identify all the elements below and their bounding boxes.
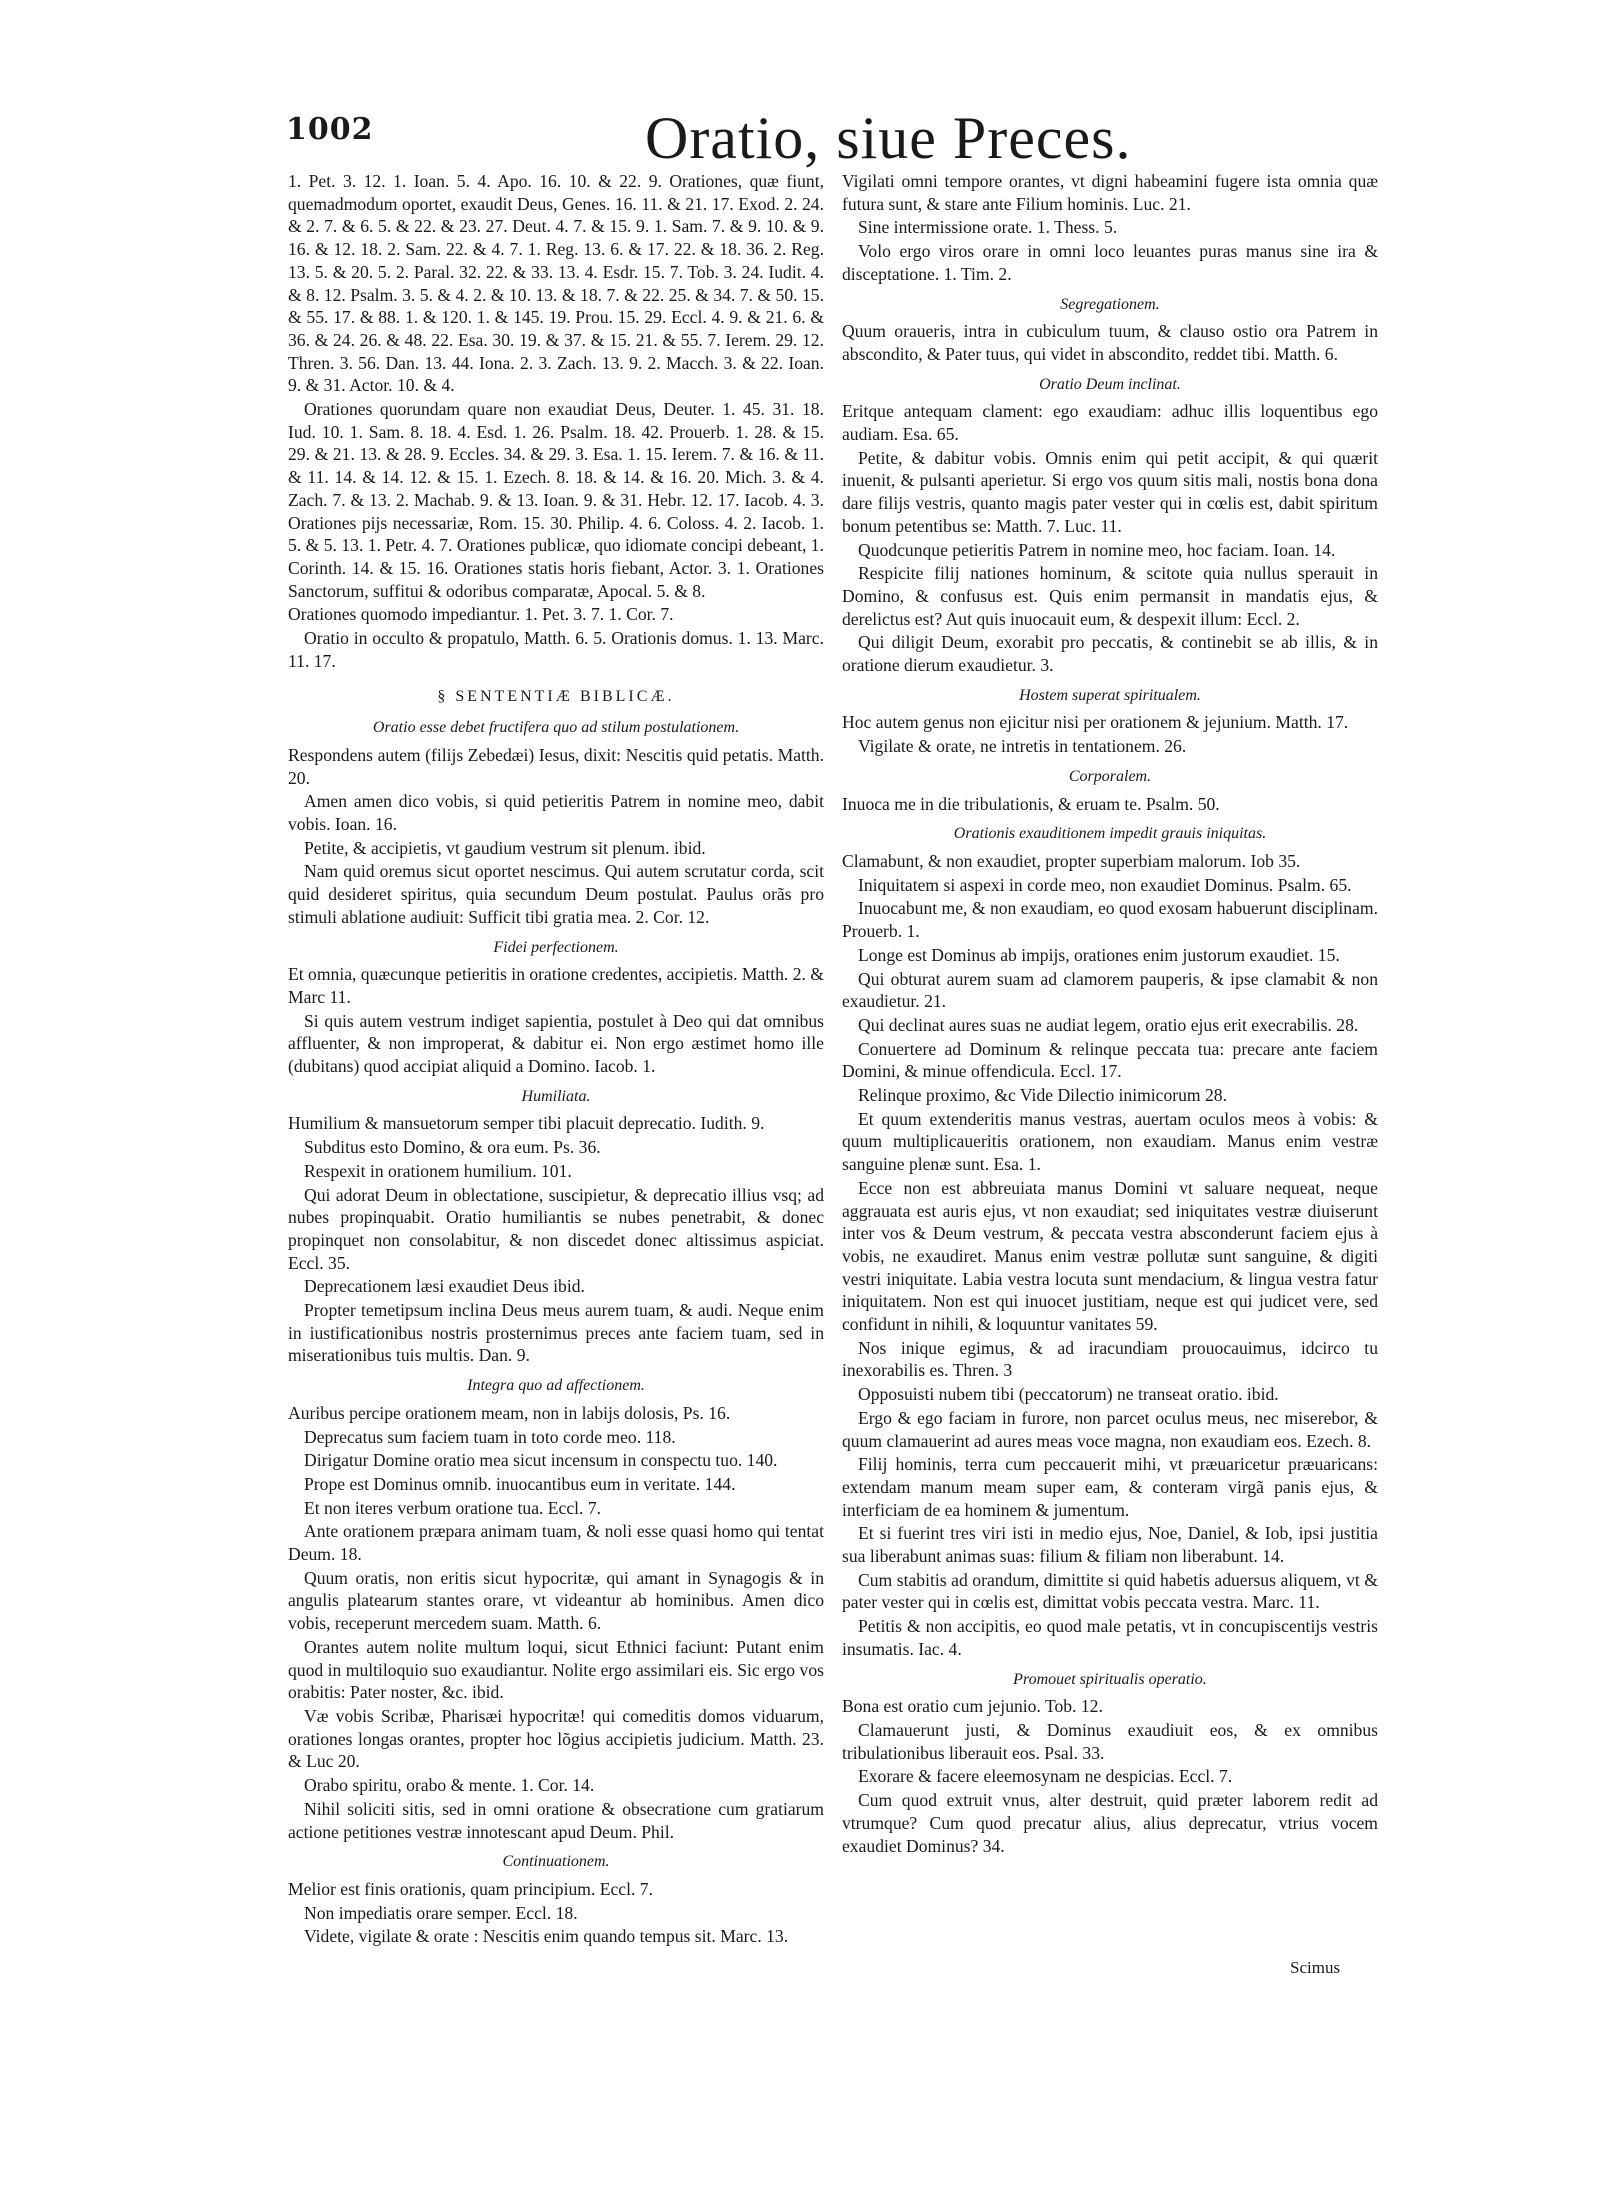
paragraph: Orantes autem nolite multum loqui, sicut Ethnici faciunt: Putant enim quod in multiloquio suo exaudiantur. Nolite ergo assimilari eis. Sic ergo vos orabitis: Pater noster, &c. ibid. <box>288 1636 824 1703</box>
section-heading: Continuationem. <box>502 1853 610 1871</box>
paragraph: Nam quid oremus sicut oportet nescimus. Qui autem scrutatur corda, scit quid desideret spiritus, quia secundum Deum postulat. Paulus orãs pro stimuli ablatione audiuit: Sufficit tibi gratia mea. 2. Cor. 12. <box>288 861 824 927</box>
paragraph: Melior est finis orationis, quam principium. Eccl. 7. <box>288 1878 654 1899</box>
section-heading: Humiliata. <box>521 1087 591 1105</box>
section-heading: Fidei perfectionem. <box>493 938 619 956</box>
paragraph: Respondens autem (filijs Zebedæi) Iesus, dixit: Nescitis quid petatis. Matth. 20. <box>288 744 824 788</box>
left-column <box>288 170 824 1949</box>
paragraph: Petitis & non accipitis, eo quod male petatis, vt in concupiscentijs vestris insumatis. Iac. 4. <box>842 1616 1378 1659</box>
paragraph: Prope est Dominus omnib. inuocantibus eum in veritate. 144. <box>304 1473 736 1494</box>
paragraph: Ecce non est abbreuiata manus Domini vt saluare nequeat, neque aggrauata est auris ejus, vt non exaudiat; sed iniquitates vestræ diuiserunt inter vos & Deum vestrum, & peccata vestra absconderunt faciem ejus à vobis, ne exaudiret. Manus enim vestræ pollutæ sunt sanguine, & digiti vestri iniquitate. Labia vestra locuta sunt mendacium, & lingua vestra fatur iniquitatem. Non est qui inuocet justitiam, neque est qui judicet vere, sed confidunt in nihili, & loquuntur vanitates 59. <box>842 1177 1378 1335</box>
paragraph: Qui diligit Deum, exorabit pro peccatis, & continebit se ab illis, & in oratione dierum exaudietur. 3. <box>842 632 1378 676</box>
paragraph: Opposuisti nubem tibi (peccatorum) ne transeat oratio. ibid. <box>858 1384 1279 1405</box>
paragraph: Orationes quorundam quare non exaudiat Deus, Deuter. 1. 45. 31. 18. Iud. 10. 1. Sam. 8. 18. 4. Esd. 1. 26. Psalm. 18. 42. Prouerb. 1. 28. & 15. 29. & 21. 13. & 28. 9. Eccles. 34. & 29. 3. Esa. 1. 15. Ierem. 7. & 16. & 11. & 11. 14. & 14. 12. & 15. 1. Ezech. 8. 18. & 14. & 16. 20. Mich. 3. & 4. Zach. 7. & 13. 2. Machab. 9. & 13. Ioan. 9. & 31. Hebr. 12. 17. Iacob. 4. 3. Orationes pijs necessariæ, Rom. 15. 30. Philip. 4. 6. Coloss. 4. 2. Iacob. 1. 5. & 5. 13. 1. Petr. 4. 7. Orationes publicæ, quo idiomate concipi debeant, 1. Corinth. 14. & 15. 16. Orationes statis horis fiebant, Actor. 3. 1. Orationes Sanctorum, suffitui & odoribus comparatæ, Apocal. 5. & 8. <box>288 399 824 601</box>
paragraph: Petite, & dabitur vobis. Omnis enim qui petit accipit, & qui quærit inuenit, & pulsanti aperietur. Si ergo vos quum sitis mali, nostis bona dona dare filijs vestris, quanto magis pater vester qui in cœlis est, dabit spiritum bonum petentibus se: Matth. 7. Luc. 11. <box>842 447 1378 536</box>
paragraph: Ante orationem præpara animam tuam, & noli esse quasi homo qui tentat Deum. 18. <box>288 1521 824 1565</box>
paragraph: Videte, vigilate & orate : Nescitis enim quando tempus sit. Marc. 13. <box>304 1926 789 1947</box>
paragraph: Deprecationem læsi exaudiet Deus ibid. <box>304 1276 585 1297</box>
section-heading: Promouet spiritualis operatio. <box>1013 1670 1207 1688</box>
paragraph: Volo ergo viros orare in omni loco leuantes puras manus sine ira & disceptatione. 1. Tim. 2. <box>842 241 1378 284</box>
paragraph: Amen amen dico vobis, si quid petieritis Patrem in nomine meo, dabit vobis. Ioan. 16. <box>288 791 824 834</box>
paragraph: Et non iteres verbum oratione tua. Eccl. 7. <box>304 1497 602 1518</box>
paragraph: Clamabunt, & non exaudiet, propter superbiam malorum. Iob 35. <box>842 850 1301 871</box>
paragraph: Dirigatur Domine oratio mea sicut incensum in conspectu tuo. 140. <box>304 1450 778 1471</box>
paragraph: Auribus percipe orationem meam, non in labijs dolosis, Ps. 16. <box>288 1402 731 1423</box>
paragraph: 1. Pet. 3. 12. 1. Ioan. 5. 4. Apo. 16. 10. & 22. 9. Orationes, quæ fiunt, quemadmodum oportet, exaudit Deus, Genes. 16. 11. & 21. 17. Exod. 2. 24. & 2. 7. & 6. 5. & 22. & 23. 27. Deut. 4. 7. & 15. 9. 1. Sam. 7. & 9. 10. & 9. 16. & 12. 18. 2. Sam. 22. & 4. 7. 1. Reg. 13. 6. & 17. 22. & 18. 36. 2. Reg. 13. 5. & 20. 5. 2. Paral. 32. 22. & 33. 13. 4. Esdr. 15. 7. Tob. 3. 24. Iudit. 4. & 8. 12. Psalm. 3. 5. & 4. 2. & 10. 13. & 18. 7. & 22. 25. & 34. 7. & 50. 15. & 55. 17. & 88. 1. & 120. 1. & 145. 19. Prou. 15. 29. Eccl. 4. 9. & 21. 6. & 36. & 24. 26. & 48. 22. Esa. 30. 19. & 37. & 15. 21. & 55. 7. Ierem. 29. 12. Thren. 3. 56. Dan. 13. 44. Iona. 2. 3. Zach. 13. 9. 2. Macch. 3. & 22. Ioan. 9. & 31. Actor. 10. & 4. <box>288 171 824 396</box>
paragraph: Eritque antequam clament: ego exaudiam: adhuc illis loquentibus ego audiam. Esa. 65. <box>842 401 1378 445</box>
section-heading: Corporalem. <box>1068 767 1152 785</box>
paragraph: Filij hominis, terra cum peccauerit mihi, vt præuaricetur præuaricans: extendam manum meam super eam, & conteram virgã panis ejus, & interficiam de ea hominem & jumentum. <box>842 1454 1378 1520</box>
paragraph: Nos inique egimus, & ad iracundiam prouocauimus, idcirco tu inexorabilis es. Thren. 3 <box>842 1337 1378 1381</box>
paragraph: Clamauerunt justi, & Dominus exaudiuit eos, & ex omnibus tribulationibus liberauit eos. Psal. 33. <box>842 1720 1378 1763</box>
paragraph: Cum quod extruit vnus, alter destruit, quid præter laborem redit ad vtrumque? Cum quod precatur alius, alius deprecatur, vtrius vocem exaudiet Dominus? 34. <box>842 1790 1378 1856</box>
paragraph: Deprecatus sum faciem tuam in toto corde meo. 118. <box>304 1426 676 1447</box>
section-heading: Segregationem. <box>1060 295 1160 313</box>
paragraph: Oratio in occulto & propatulo, Matth. 6. 5. Orationis domus. 1. 13. Marc. 11. 17. <box>288 628 824 671</box>
paragraph: Propter temetipsum inclina Deus meus aurem tuam, & audi. Neque enim in iustificationibus nostris prosternimus preces ante faciem tuam, sed in miserationibus tuis multis. Dan. 9. <box>288 1300 824 1366</box>
paragraph: Petite, & accipietis, vt gaudium vestrum sit plenum. ibid. <box>304 837 706 858</box>
section-heading: Integra quo ad affectionem. <box>467 1377 645 1395</box>
section-heading: Hostem superat spiritualem. <box>1019 686 1201 704</box>
paragraph: Et omnia, quæcunque petieritis in oratione credentes, accipietis. Matth. 2. & Marc 11. <box>288 964 824 1007</box>
paragraph: Quodcunque petieritis Patrem in nomine meo, hoc faciam. Ioan. 14. <box>858 539 1336 560</box>
paragraph: Respicite filij nationes hominum, & scitote quia nullus sperauit in Domino, & confusus est. Quis enim permansit in mandatis ejus, & derelictus est? Aut quis inuocauit eum, & despexit illum: Eccl. 2. <box>842 563 1378 629</box>
right-column <box>842 170 1378 1858</box>
paragraph: Conuertere ad Dominum & relinque peccata tua: precare ante faciem Domini, & minue offendicula. Eccl. 17. <box>842 1038 1378 1082</box>
catchword: Scimus <box>1290 1958 1341 1977</box>
paragraph: Qui declinat aures suas ne audiat legem, oratio ejus erit execrabilis. 28. <box>858 1014 1359 1035</box>
paragraph: Quum oratis, non eritis sicut hypocritæ, qui amant in Synagogis & in angulis platearum stantes orare, vt videantur ab hominibus. Amen dico vobis, receperunt mercedem suam. Matth. 6. <box>288 1567 824 1634</box>
section-title: § SENTENTIÆ BIBLICÆ. <box>437 688 675 706</box>
paragraph: Orabo spiritu, orabo & mente. 1. Cor. 14. <box>304 1775 595 1796</box>
paragraph: Si quis autem vestrum indiget sapientia, postulet à Deo qui dat omnibus affluenter, & non improperat, & dabitur ei. Non ergo æstimet homo ille (dubitans) quod accipiat aliquid a Domino. Iacob. 1. <box>288 1010 824 1077</box>
running-title: Oratio, siue Preces. <box>645 105 1132 171</box>
paragraph: Non impediatis orare semper. Eccl. 18. <box>304 1902 578 1923</box>
paragraph: Iniquitatem si aspexi in corde meo, non exaudiet Dominus. Psalm. 65. <box>858 874 1352 895</box>
paragraph: Vigilate & orate, ne intretis in tentationem. 26. <box>858 736 1187 757</box>
section-heading: Orationis exauditionem impedit grauis iniquitas. <box>953 825 1267 843</box>
paragraph: Qui obturat aurem suam ad clamorem pauperis, & ipse clamabit & non exaudietur. 21. <box>842 968 1378 1012</box>
section-heading: Oratio esse debet fructifera quo ad stilum postulationem. <box>372 719 740 737</box>
paragraph: Ergo & ego faciam in furore, non parcet oculus meus, nec miserebor, & quum clamauerint ad aures meas voce magna, non exaudiam eos. Ezech. 8. <box>842 1407 1378 1451</box>
page-number: 1002 <box>286 112 374 147</box>
paragraph: Hoc autem genus non ejicitur nisi per orationem & jejunium. Matth. 17. <box>842 712 1349 733</box>
paragraph: Subditus esto Domino, & ora eum. Ps. 36. <box>304 1137 601 1158</box>
paragraph: Væ vobis Scribæ, Pharisæi hypocritæ! qui comeditis domos viduarum, orationes longas orantes, propter hoc lõgius accipietis judicium. Matth. 23. & Luc 20. <box>288 1706 824 1772</box>
paragraph: Longe est Dominus ab impijs, orationes enim justorum exaudiet. 15. <box>858 944 1340 965</box>
paragraph: Orationes quomodo impediantur. 1. Pet. 3. 7. 1. Cor. 7. <box>288 604 674 625</box>
paragraph: Et si fuerint tres viri isti in medio ejus, Noe, Daniel, & Iob, ipsi justitia sua liberabunt animas suas: filium & filiam non liberabunt. 14. <box>842 1523 1378 1567</box>
paragraph: Nihil soliciti sitis, sed in omni oratione & obsecratione cum gratiarum actione petitiones vestræ innotescant apud Deum. Phil. <box>288 1798 824 1842</box>
paragraph: Vigilati omni tempore orantes, vt digni habeamini fugere ista omnia quæ futura sunt, & stare ante Filium hominis. Luc. 21. <box>842 171 1378 214</box>
paragraph: Inuoca me in die tribulationis, & eruam te. Psalm. 50. <box>842 793 1220 814</box>
paragraph: Inuocabunt me, & non exaudiam, eo quod exosam habuerunt disciplinam. Prouerb. 1. <box>842 898 1378 942</box>
section-heading: Oratio Deum inclinat. <box>1039 375 1181 393</box>
paragraph: Exorare & facere eleemosynam ne despicias. Eccl. 7. <box>858 1766 1233 1787</box>
paragraph: Qui adorat Deum in oblectatione, suscipietur, & deprecatio illius vsq; ad nubes propinquabit. Oratio humiliantis se nubes penetrabit, & donec propinquet non consolabitur, & non discedet donec altissimus aspiciat. Eccl. 35. <box>288 1184 824 1273</box>
paragraph: Humilium & mansuetorum semper tibi placuit deprecatio. Iudith. 9. <box>288 1113 765 1134</box>
paragraph: Sine intermissione orate. 1. Thess. 5. <box>858 217 1118 238</box>
paragraph: Et quum extenderitis manus vestras, auertam oculos meos à vobis: & quum multiplicaueritis orationem, non exaudiam. Manus enim vestræ sanguine plenæ sunt. Esa. 1. <box>842 1108 1378 1175</box>
paragraph: Respexit in orationem humilium. 101. <box>304 1160 572 1181</box>
paragraph: Relinque proximo, &c Vide Dilectio inimicorum 28. <box>858 1085 1228 1106</box>
paragraph: Quum oraueris, intra in cubiculum tuum, & clauso ostio ora Patrem in abscondito, & Pater tuus, qui videt in abscondito, reddet tibi. Matth. 6. <box>842 321 1378 364</box>
paragraph: Bona est oratio cum jejunio. Tob. 12. <box>842 1696 1103 1717</box>
paragraph: Cum stabitis ad orandum, dimittite si quid habetis aduersus aliquem, vt & pater vester qui in cœlis est, dimittat vobis peccata vestra. Marc. 11. <box>842 1569 1378 1613</box>
